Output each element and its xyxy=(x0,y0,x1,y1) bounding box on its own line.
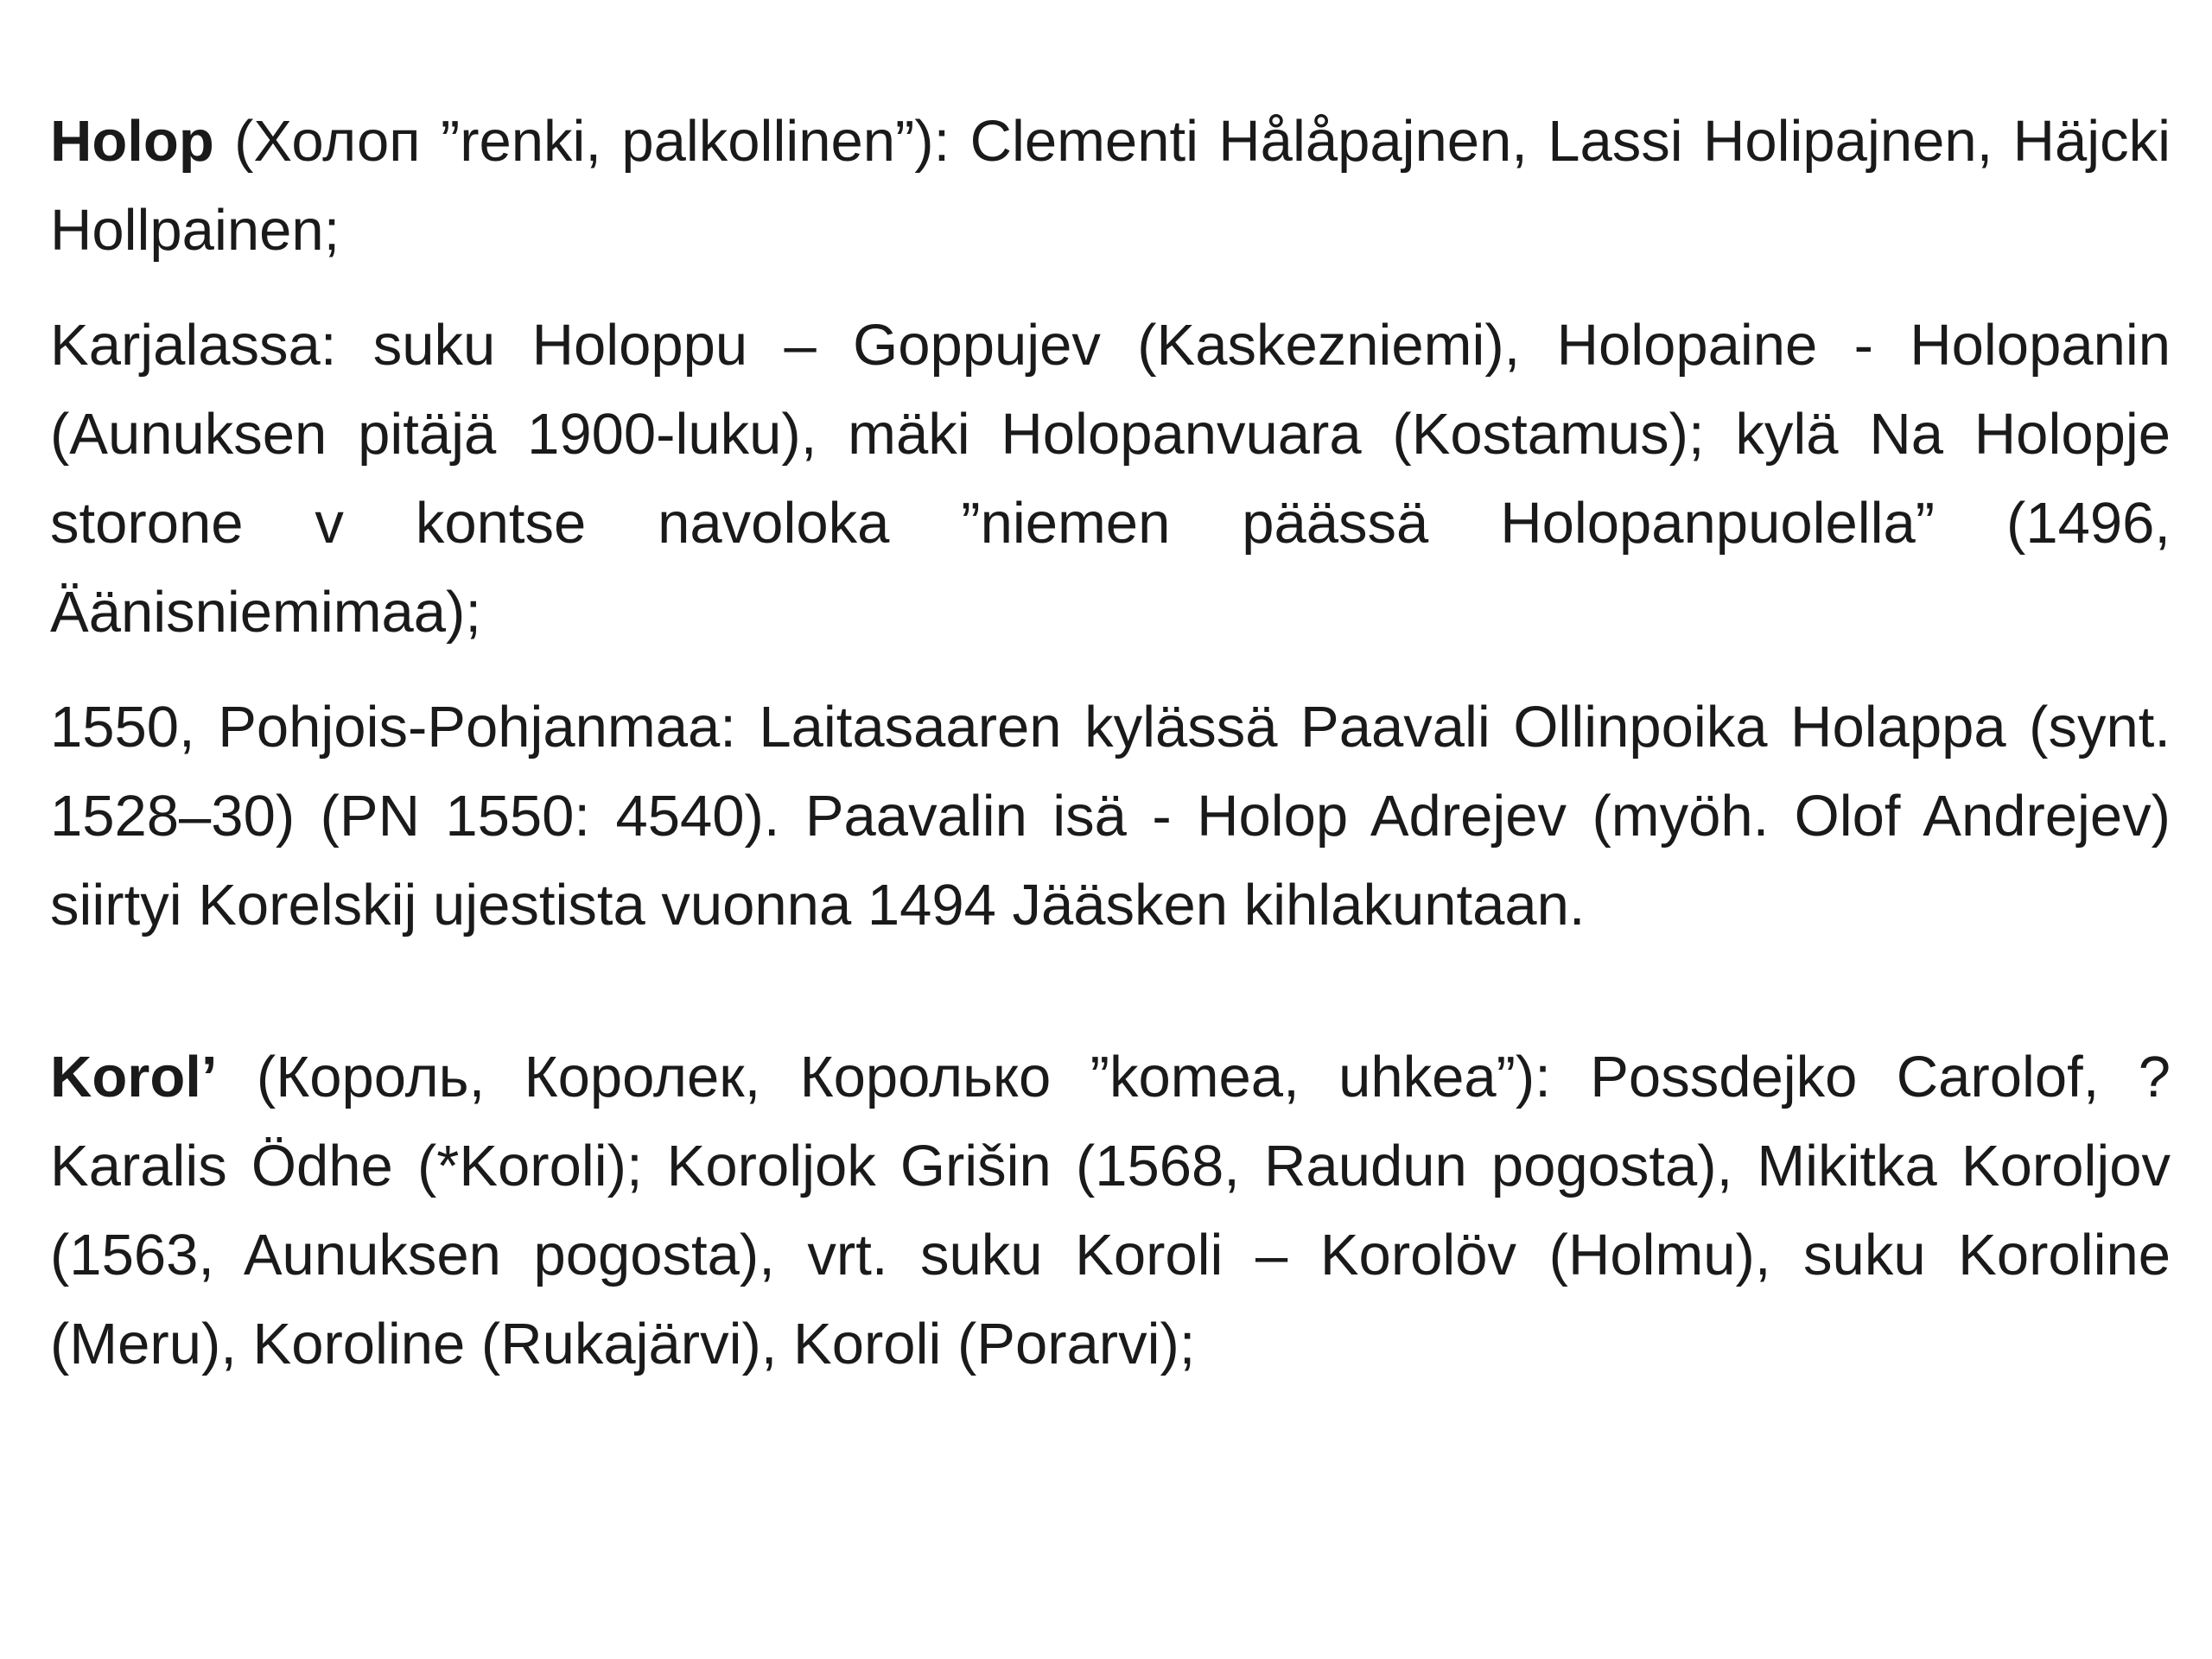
paragraph-pohjois xyxy=(50,683,2171,950)
term-korol: Korol’ xyxy=(50,1045,218,1109)
document-page xyxy=(50,97,2171,1389)
term-holop: Holop xyxy=(50,109,214,174)
paragraph-holop xyxy=(50,97,2171,275)
paragraph-korol xyxy=(50,1033,2171,1389)
paragraph-karjala xyxy=(50,301,2171,657)
paragraph-holop-text: (Холоп ”renki, palkollinen”): Clementi Hålåpajnen, Lassi Holipajnen, Häjcki Hollpainen; xyxy=(50,109,2171,263)
paragraph-karjala-text: Karjalassa: suku Holoppu – Goppujev (Kaskezniemi), Holopaine - Holopanin (Aunuksen pitäjä 1900-luku), mäki Holopanvuara (Kostamus); kylä Na Holopje storone v kontse navoloka ”niemen päässä Holopanpuolella” (1496, Äänisniemimaa); xyxy=(50,313,2171,645)
paragraph-pohjois-text: 1550, Pohjois-Pohjanmaa: Laitasaaren kylässä Paavali Ollinpoika Holappa (synt. 1528–30) (PN 1550: 4540). Paavalin isä - Holop Adrejev (myöh. Olof Andrejev) siirtyi Korelskij ujestista vuonna 1494 Jääsken kihlakuntaan. xyxy=(50,695,2171,938)
paragraph-korol-text: (Король, Королек, Королько ”komea, uhkea”): Possdejko Carolof, ? Karalis Ödhe (*Koroli); Koroljok Grišin (1568, Raudun pogosta), Mikitka Koroljov (1563, Aunuksen pogosta), vrt. suku Koroli – Korolöv (Holmu), suku Koroline (Meru), Koroline (Rukajärvi), Koroli (Porarvi); xyxy=(50,1045,2171,1376)
